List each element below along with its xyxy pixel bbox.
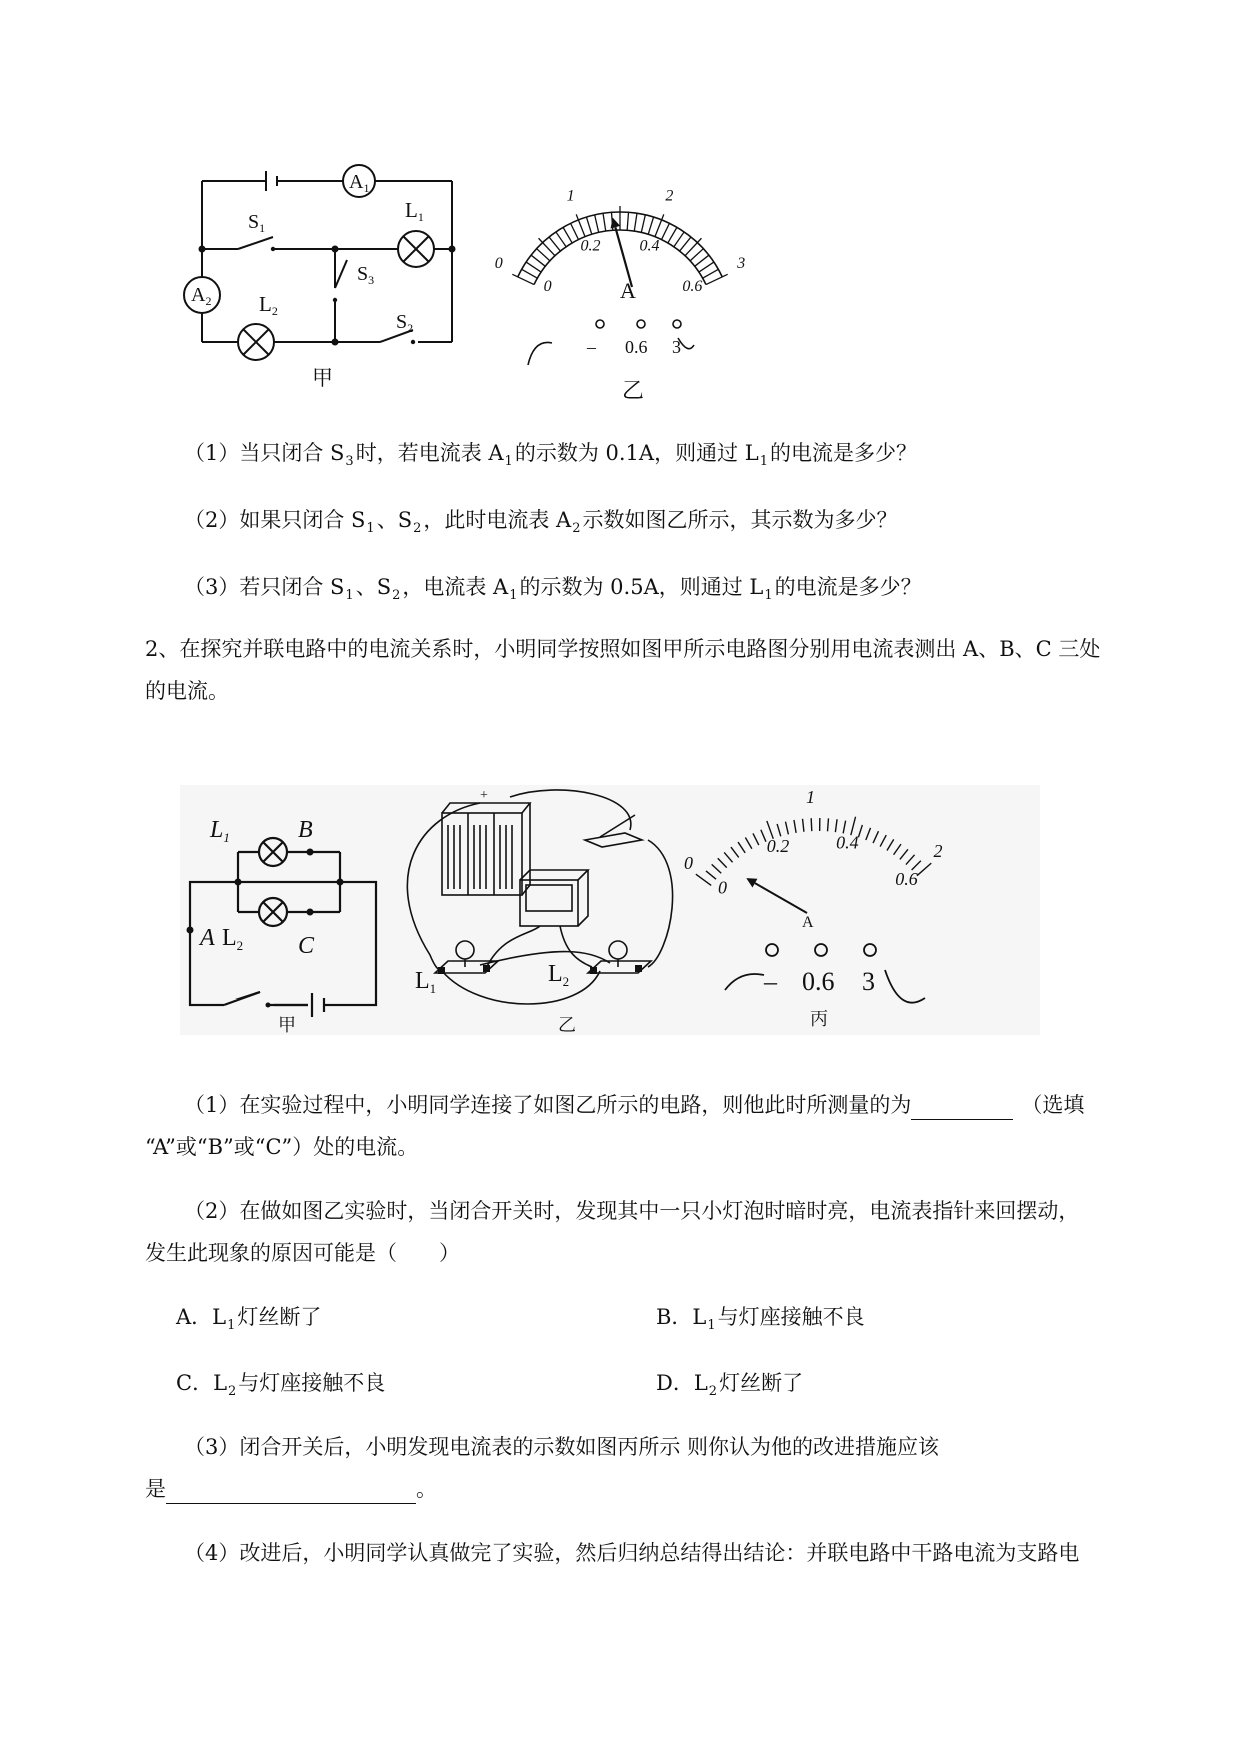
figure1-circuit [170, 160, 470, 400]
q2-part2-line1: （2）在做如图乙实验时，当闭合开关时，发现其中一只小灯泡时暗时亮，电流表指针来回摆动， [184, 1199, 1080, 1223]
meter2-scale-tick [731, 847, 739, 857]
fig2-battery-plus: + [480, 788, 488, 803]
meter1-scale-tick [641, 215, 645, 233]
option-a[interactable]: A．$L_1$灯丝断了 [176, 1305, 322, 1333]
meter1-scale-tick [549, 237, 560, 251]
meter2-scale-tick [712, 864, 722, 873]
meter1-upper-scale-label: 1 [566, 187, 575, 205]
figure1-caption-yi: 乙 [622, 378, 645, 403]
a1-label: $A_1$ [349, 171, 370, 195]
fig2-b-label: B [298, 817, 313, 843]
figure1-ammeter [490, 175, 770, 405]
meter1-scale-tick [531, 255, 545, 266]
fig2-caption-yi: 乙 [558, 1015, 576, 1035]
meter2-scale-tick [745, 838, 752, 849]
meter2-scale-tick [900, 849, 908, 859]
q2-stem-line2: 的电流。 [145, 679, 229, 703]
l1-label: L1 [405, 198, 424, 224]
meter1-scale-tick [706, 274, 728, 284]
meter2-terminal-06: 0.6 [802, 967, 835, 996]
meter1-scale-tick [586, 217, 591, 234]
a2-label: $A_2$ [191, 284, 212, 308]
figure1-caption-jia: 甲 [312, 366, 333, 390]
meter1-scale-tick [537, 249, 550, 261]
meter2-scale-tick [828, 818, 829, 831]
meter2-scale-tick [696, 874, 711, 885]
meter1-scale-tick [695, 255, 709, 266]
meter2-lower-scale-label: 0.4 [836, 832, 859, 853]
meter2-upper-scale-label: 0 [684, 852, 694, 873]
meter2-scale-tick [724, 852, 732, 862]
meter1-terminal-06: 0.6 [625, 337, 648, 357]
meter1-scale-tick [662, 223, 670, 239]
meter1-upper-scale-label: 2 [665, 187, 674, 205]
q2-part1-line1: （1）在实验过程中，小明同学连接了如图乙所示的电路，则他此时所测量的为 （选填 [184, 1090, 1084, 1120]
meter2-lower-scale-label: 0.2 [766, 835, 790, 856]
meter2-scale-tick [803, 819, 804, 832]
meter1-scale-tick [703, 269, 719, 278]
option-c[interactable]: C．$L_2$与灯座接触不良 [176, 1371, 386, 1399]
s3-label: $S_3$ [357, 263, 375, 287]
meter2-lower-scale-label: 0 [718, 877, 728, 898]
meter2-scale-tick [785, 822, 788, 835]
s1-label: $S_1$ [248, 211, 266, 235]
meter2-scale-tick [866, 828, 871, 840]
fig2-yi-l2-label: $L_2$ [548, 961, 570, 989]
meter2-scale-tick [858, 825, 862, 837]
q2-stem-line1: 2、在探究并联电路中的电流关系时，小明同学按照如图甲所示电路图分别用电流表测出 A、B、C 三处 [145, 637, 1101, 661]
meter1-scale-tick [627, 212, 628, 230]
meter2-scale-tick [906, 855, 915, 865]
q2-part4-line1: （4）改进后，小明同学认真做完了实验，然后归纳总结得出结论：并联电路中干路电流为支路电 [184, 1541, 1080, 1565]
meter1-terminal-neg: – [587, 337, 596, 357]
meter1-scale-tick [563, 227, 572, 243]
meter2-terminal-3: 3 [862, 967, 875, 996]
meter1-upper-scale-label: 3 [737, 254, 746, 272]
meter1-scale-tick [648, 217, 653, 234]
fig2-c-label: C [298, 933, 315, 959]
meter1-unit: A [620, 278, 636, 303]
meter2-upper-scale-label: 2 [933, 841, 943, 862]
meter1-scale-tick [668, 227, 677, 243]
meter1-lower-scale-label: 0 [543, 277, 552, 295]
fig2-caption-bing: 丙 [810, 1009, 828, 1029]
meter2-terminal-neg: – [764, 967, 777, 996]
meter2-scale-tick [880, 835, 886, 846]
meter2-scale-tick [777, 824, 781, 836]
q1-part3: （3）若只闭合 $S_1$、$S_2$，电流表 $A_1$的示数为 0.5A，则通过 $L_1$的电流是多少？ [184, 575, 922, 603]
meter1-lower-scale-label: 0.6 [682, 277, 703, 295]
meter2-scale-tick [811, 818, 812, 831]
q2-part2-line2: 发生此现象的原因可能是（ ） [145, 1241, 460, 1265]
meter1-scale-tick [690, 249, 703, 261]
meter2-scale-tick [894, 844, 901, 855]
meter1-lower-scale-label: 0.2 [580, 237, 601, 255]
meter1-scale-tick [556, 232, 566, 247]
meter2-pointer [755, 883, 807, 913]
q2-part3-line2: 是 。 [145, 1474, 437, 1504]
meter2-lower-scale-label: 0.6 [895, 868, 918, 889]
meter1-scale-tick [526, 262, 541, 272]
meter1-scale-tick [634, 213, 637, 231]
meter2-scale-tick [917, 863, 931, 876]
figure2 [180, 785, 1040, 1035]
fig2-l1-label: $L_1$ [210, 817, 230, 845]
meter2-scale-tick [873, 831, 878, 843]
fig2-caption-jia: 甲 [278, 1015, 296, 1035]
meter2-scale-tick [718, 858, 727, 867]
meter1-scale-tick [699, 262, 714, 272]
meter1-lower-scale-label: 0.4 [639, 237, 660, 255]
answer-blank-1[interactable] [911, 1097, 1013, 1120]
meter2-scale-tick [706, 871, 716, 879]
fig2-yi-l1-label: $L_1$ [415, 968, 437, 996]
option-b[interactable]: B．$L_1$与灯座接触不良 [656, 1305, 865, 1333]
meter2-scale-tick [887, 839, 894, 850]
meter2-scale-tick [835, 819, 837, 832]
meter2-scale-tick [738, 842, 745, 853]
q1-part1: （1）当只闭合 $S_3$时，若电流表 $A_1$的示数为 0.1A，则通过 $L_1$的电流是多少？ [184, 441, 917, 469]
meter1-scale-tick [512, 274, 534, 284]
meter2-scale-tick [794, 820, 796, 833]
meter1-terminal-3: 3 [672, 337, 681, 357]
s2-label: $S_2$ [396, 311, 414, 335]
meter2-unit: A [802, 914, 814, 931]
l2-label: L2 [259, 292, 278, 318]
fig2-l2-label: $L_2$ [222, 925, 244, 953]
meter1-upper-scale-label: 0 [494, 254, 503, 272]
meter1-scale-tick [522, 269, 538, 278]
option-d[interactable]: D．$L_2$灯丝断了 [656, 1371, 804, 1399]
meter1-scale-tick [595, 215, 599, 233]
fig2-a-label: A [200, 925, 215, 951]
meter1-scale-tick [674, 232, 684, 247]
meter2-scale-tick [843, 821, 845, 834]
meter1-scale-tick [571, 223, 579, 239]
meter2-scale-tick [761, 830, 766, 842]
q2-part1-line2: “A”或“B”或“C”）处的电流。 [145, 1135, 419, 1159]
answer-blank-3[interactable] [166, 1481, 416, 1504]
meter2-scale-tick [753, 833, 759, 845]
meter2-upper-scale-label: 1 [805, 787, 815, 808]
q2-part3-line1: （3）闭合开关后，小明发现电流表的示数如图丙所示 则你认为他的改进措施应该 [184, 1435, 940, 1459]
meter1-scale-tick [680, 237, 691, 251]
meter1-scale-tick [603, 213, 606, 231]
q1-part2: （2）如果只闭合 $S_1$、$S_2$，此时电流表 $A_2$示数如图乙所示，其示数为多少？ [184, 508, 898, 536]
